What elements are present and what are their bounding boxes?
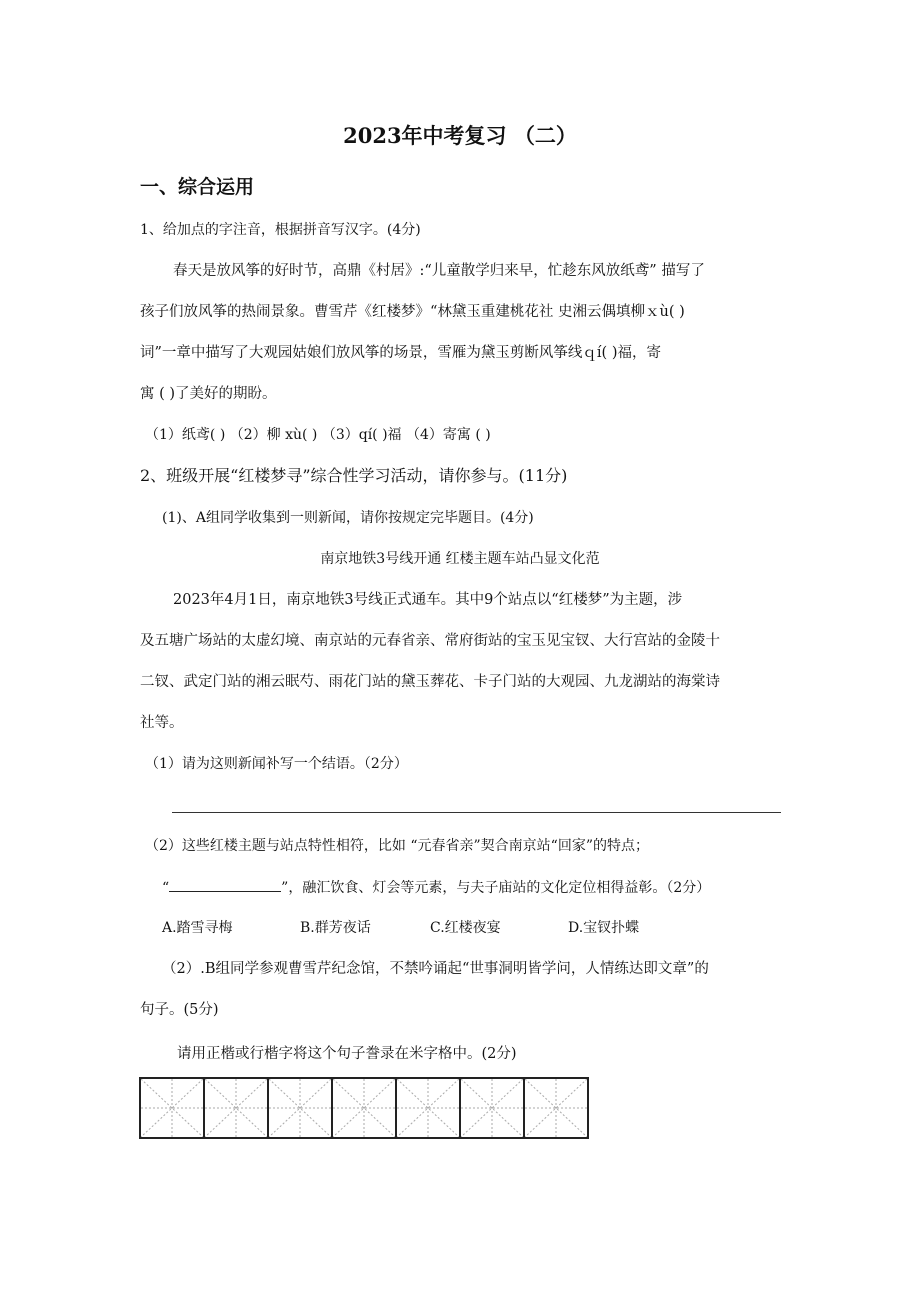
rice-grid-cell[interactable] (525, 1079, 587, 1137)
open-quote: “ (162, 880, 170, 896)
news-body-line: 社等。 (140, 715, 184, 731)
question-1-heading: 1、给加点的字注音，根据拼音写汉字。(4分) (140, 222, 421, 238)
rice-grid-cell[interactable] (141, 1079, 205, 1137)
choice-b: B.群芳夜话 (300, 920, 371, 936)
news-body-line: 二钗、武定门站的湘云眠芍、雨花门站的黛玉葬花、卡子门站的大观园、九龙湖站的海棠诗 (140, 674, 720, 690)
rice-grid[interactable] (139, 1077, 589, 1139)
q2-fill-blank-line (162, 877, 710, 898)
news-title: 南京地铁3号线开通 红楼主题车站凸显文化范 (320, 551, 600, 567)
answer-line[interactable] (172, 812, 781, 813)
choice-d: D.宝钗扑蝶 (568, 920, 640, 936)
rice-grid-cell[interactable] (269, 1079, 333, 1137)
q1-answer-options: （1）纸鸢( ) （2）柳 xù( ) （3）qí( )福 （4）寄寓 ( ) (145, 427, 491, 443)
q2-sub-question-2: （2）这些红楼主题与站点特性相符，比如 “元春省亲”契合南京站“回家”的特点； (145, 838, 649, 854)
choice-a: A.踏雪寻梅 (162, 920, 233, 936)
question-2-heading: 2、班级开展“红楼梦寻”综合性学习活动，请你参与。(11分) (140, 466, 568, 485)
rice-grid-guides (397, 1079, 459, 1137)
q1-passage-line: 春天是放风筝的好时节，高鼎《村居》:“儿童散学归来早，忙趁东风放纸鸢” 描写了 (173, 263, 705, 279)
rice-grid-guides (461, 1079, 523, 1137)
copy-instruction: 请用正楷或行楷字将这个句子誊录在米字格中。(2分) (177, 1046, 517, 1062)
section-heading: 一、综合运用 (140, 176, 255, 198)
q2-part-b: （2）.B组同学参观曹雪芹纪念馆，不禁吟诵起“世事洞明皆学问，人情练达即文章”的 (162, 961, 709, 977)
fill-blank-rest: ”，融汇饮食、灯会等元素，与夫子庙站的文化定位相得益彰。（2分） (281, 880, 711, 896)
q2-sub-question-1: （1）请为这则新闻补写一个结语。（2分） (145, 756, 408, 772)
rice-grid-cell[interactable] (397, 1079, 461, 1137)
page-title: 2023年中考复习 （二） (343, 123, 577, 148)
rice-grid-cell[interactable] (333, 1079, 397, 1137)
rice-grid-guides (525, 1079, 587, 1137)
q2-part-b-cont: 句子。(5分) (140, 1002, 219, 1018)
q1-passage-line: 词”一章中描写了大观园姑娘们放风筝的场景，雪雁为黛玉剪断风筝线ｑí( )福，寄 (140, 345, 661, 361)
rice-grid-cell[interactable] (205, 1079, 269, 1137)
rice-grid-guides (141, 1079, 203, 1137)
choice-c: C.红楼夜宴 (430, 920, 501, 936)
q1-passage-line: 寓 ( )了美好的期盼。 (140, 386, 277, 402)
q2-part-a: (1)、A组同学收集到一则新闻，请你按规定完毕题目。(4分) (162, 510, 534, 526)
q1-passage-line: 孩子们放风筝的热闹景象。曹雪芹《红楼梦》“林黛玉重建桃花社 史湘云偶填柳ｘù( ) (140, 304, 685, 320)
news-body-line: 及五塘广场站的太虚幻境、南京站的元春省亲、常府街站的宝玉见宝钗、大行宫站的金陵十 (140, 633, 720, 649)
news-body-line: 2023年4月1日，南京地铁3号线正式通车。其中9个站点以“红楼梦”为主题，涉 (173, 592, 683, 608)
rice-grid-guides (205, 1079, 267, 1137)
rice-grid-guides (333, 1079, 395, 1137)
rice-grid-cell[interactable] (461, 1079, 525, 1137)
fill-blank[interactable] (169, 877, 281, 892)
rice-grid-guides (269, 1079, 331, 1137)
